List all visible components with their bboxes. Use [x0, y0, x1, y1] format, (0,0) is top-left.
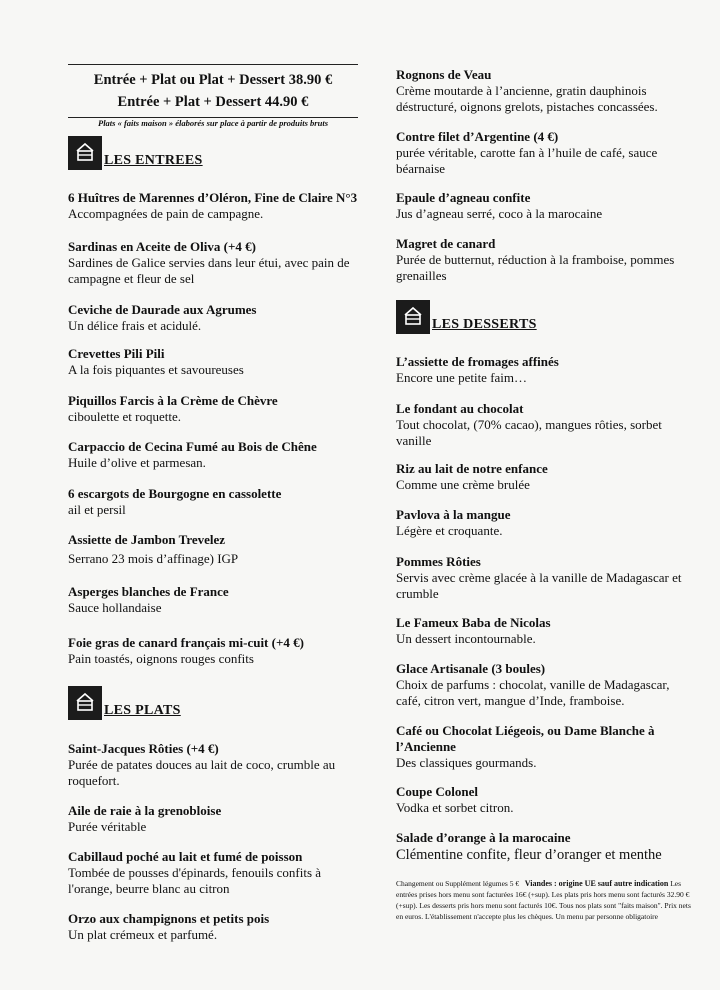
item-desc: Serrano 23 mois d’affinage) IGP: [68, 551, 239, 566]
section-title-entrees: LES ENTREES: [104, 153, 203, 168]
section-plats: [68, 686, 181, 720]
item-desc: Purée de patates douces au lait de coco, crumble au roquefort.: [68, 757, 336, 788]
footnote-part-1: Changement ou Supplément légumes 5 €: [396, 879, 520, 888]
menu-item: [396, 129, 696, 177]
item-desc: ail et persil: [68, 502, 126, 517]
item-name: Riz au lait de notre enfance: [396, 461, 548, 476]
item-name: Glace Artisanale (3 boules): [396, 661, 546, 676]
item-desc: Sardines de Galice servies dans leur étui, avec pain de campagne et fleur de sel: [68, 255, 350, 286]
item-desc: Vodka et sorbet citron.: [396, 800, 514, 815]
menu-item: [396, 236, 696, 284]
item-name: Crevettes Pili Pili: [68, 346, 165, 361]
formula-box: [68, 64, 358, 118]
item-name: Sardinas en Aceite de Oliva (+4 €): [68, 239, 256, 254]
item-name: Assiette de Jambon Trevelez: [68, 532, 226, 547]
item-name: L’assiette de fromages affinés: [396, 354, 559, 369]
item-desc: Tout chocolat, (70% cacao), mangues rôties, sorbet vanille: [396, 417, 662, 448]
item-name: Aile de raie à la grenobloise: [68, 803, 222, 818]
formula-line-1: Entrée + Plat ou Plat + Dessert 38.90 €: [93, 72, 333, 88]
section-title-plats: LES PLATS: [104, 703, 181, 718]
menu-item: [396, 615, 696, 647]
item-name: Café ou Chocolat Liégeois, ou Dame Blanche à l’Ancienne: [396, 723, 655, 754]
item-name: Rognons de Veau: [396, 67, 492, 82]
menu-item: [68, 803, 358, 835]
item-desc: Légère et croquante.: [396, 523, 503, 538]
menu-item: [396, 401, 696, 449]
menu-item: [396, 461, 696, 493]
item-desc: Servis avec crème glacée à la vanille de Madagascar et crumble: [396, 570, 682, 601]
item-desc: purée véritable, carotte fan à l’huile de café, sauce béarnaise: [396, 145, 658, 176]
menu-item: [68, 190, 358, 222]
footnote: [396, 878, 692, 922]
menu-item: [68, 635, 358, 667]
item-desc: Crème moutarde à l’ancienne, gratin dauphinois déstructuré, oignons grelots, pistaches concassées.: [396, 83, 658, 114]
menu-item: [68, 346, 358, 378]
item-name: 6 Huîtres de Marennes d’Oléron, Fine de Claire N°3: [68, 190, 358, 205]
item-name: Contre filet d’Argentine (4 €): [396, 129, 559, 144]
item-desc: Un dessert incontournable.: [396, 631, 536, 646]
menu-item: [68, 584, 358, 616]
menu-item: [396, 67, 696, 115]
item-desc: Comme une crème brulée: [396, 477, 530, 492]
item-name: Pommes Rôties: [396, 554, 481, 569]
menu-item: [68, 849, 358, 897]
item-desc: ciboulette et roquette.: [68, 409, 181, 424]
item-desc: Un délice frais et acidulé.: [68, 318, 202, 333]
fait-maison-house-icon: [68, 136, 102, 170]
menu-item: [68, 393, 358, 425]
menu-item: [396, 554, 696, 602]
section-title-desserts: LES DESSERTS: [432, 317, 537, 332]
menu-item: [396, 784, 696, 816]
item-desc: Sauce hollandaise: [68, 600, 162, 615]
fait-maison-house-icon: [396, 300, 430, 334]
item-name: Le Fameux Baba de Nicolas: [396, 615, 551, 630]
item-desc: A la fois piquantes et savoureuses: [68, 362, 244, 377]
item-name: Magret de canard: [396, 236, 496, 251]
menu-item: [396, 723, 696, 771]
item-desc: Pain toastés, oignons rouges confits: [68, 651, 254, 666]
menu-item: [68, 239, 358, 287]
menu-item: [68, 486, 358, 518]
menu-item: [68, 532, 358, 567]
item-desc: Huile d’olive et parmesan.: [68, 455, 206, 470]
item-name: Ceviche de Daurade aux Agrumes: [68, 302, 257, 317]
item-desc: Clémentine confite, fleur d’oranger et menthe: [396, 847, 662, 863]
footnote-bold: Viandes : origine UE sauf autre indication: [524, 879, 669, 888]
item-name: Le fondant au chocolat: [396, 401, 524, 416]
item-desc: Jus d’agneau serré, coco à la marocaine: [396, 206, 603, 221]
footnote-part-2: Les entrées prises hors menu sont facturées 16€ (+sup). Les plats pris hors menu sont facturés 32.90 € (+sup). Les desserts pris hors menu sont facturés 10€. Tous nos plats sont "faits maison". Prix nets en euros. L'établissement n'accepte plus les chèques. Un menu par personne obligatoire: [396, 879, 691, 921]
fait-maison-note: Plats « faits maison » élaborés sur place à partir de produits bruts: [98, 118, 328, 128]
item-desc: Tombée de pousses d'épinards, fenouils confits à l'orange, beurre blanc au citron: [68, 865, 322, 896]
menu-item: [396, 661, 696, 709]
section-desserts: [396, 300, 537, 334]
item-desc: Un plat crémeux et parfumé.: [68, 927, 218, 942]
item-name: 6 escargots de Bourgogne en cassolette: [68, 486, 282, 501]
menu-item: [396, 830, 696, 864]
item-desc: Choix de parfums : chocolat, vanille de Madagascar, café, citron vert, mangue d’Inde, framboise.: [396, 677, 670, 708]
item-desc: Purée véritable: [68, 819, 147, 834]
item-name: Coupe Colonel: [396, 784, 478, 799]
item-name: Asperges blanches de France: [68, 584, 229, 599]
formula-line-2: Entrée + Plat + Dessert 44.90 €: [117, 94, 309, 110]
menu-item: [68, 439, 358, 471]
item-desc: Accompagnées de pain de campagne.: [68, 206, 264, 221]
item-desc: Encore une petite faim…: [396, 370, 528, 385]
item-name: Orzo aux champignons et petits pois: [68, 911, 270, 926]
item-name: Pavlova à la mangue: [396, 507, 511, 522]
item-name: Saint-Jacques Rôties (+4 €): [68, 741, 219, 756]
item-name: Carpaccio de Cecina Fumé au Bois de Chêne: [68, 439, 317, 454]
menu-item: [68, 302, 358, 334]
menu-item: [396, 354, 696, 386]
menu-item: [68, 911, 358, 943]
menu-item: [68, 741, 358, 789]
item-name: Epaule d’agneau confite: [396, 190, 531, 205]
item-desc: Purée de butternut, réduction à la framboise, pommes grenailles: [396, 252, 675, 283]
item-name: Piquillos Farcis à la Crème de Chèvre: [68, 393, 278, 408]
item-name: Salade d’orange à la marocaine: [396, 830, 571, 845]
menu-item: [396, 507, 696, 539]
item-name: Cabillaud poché au lait et fumé de poisson: [68, 849, 303, 864]
item-name: Foie gras de canard français mi-cuit (+4 €): [68, 635, 304, 650]
item-desc: Des classiques gourmands.: [396, 755, 537, 770]
section-entrees: [68, 136, 203, 170]
menu-item: [396, 190, 696, 222]
fait-maison-house-icon: [68, 686, 102, 720]
